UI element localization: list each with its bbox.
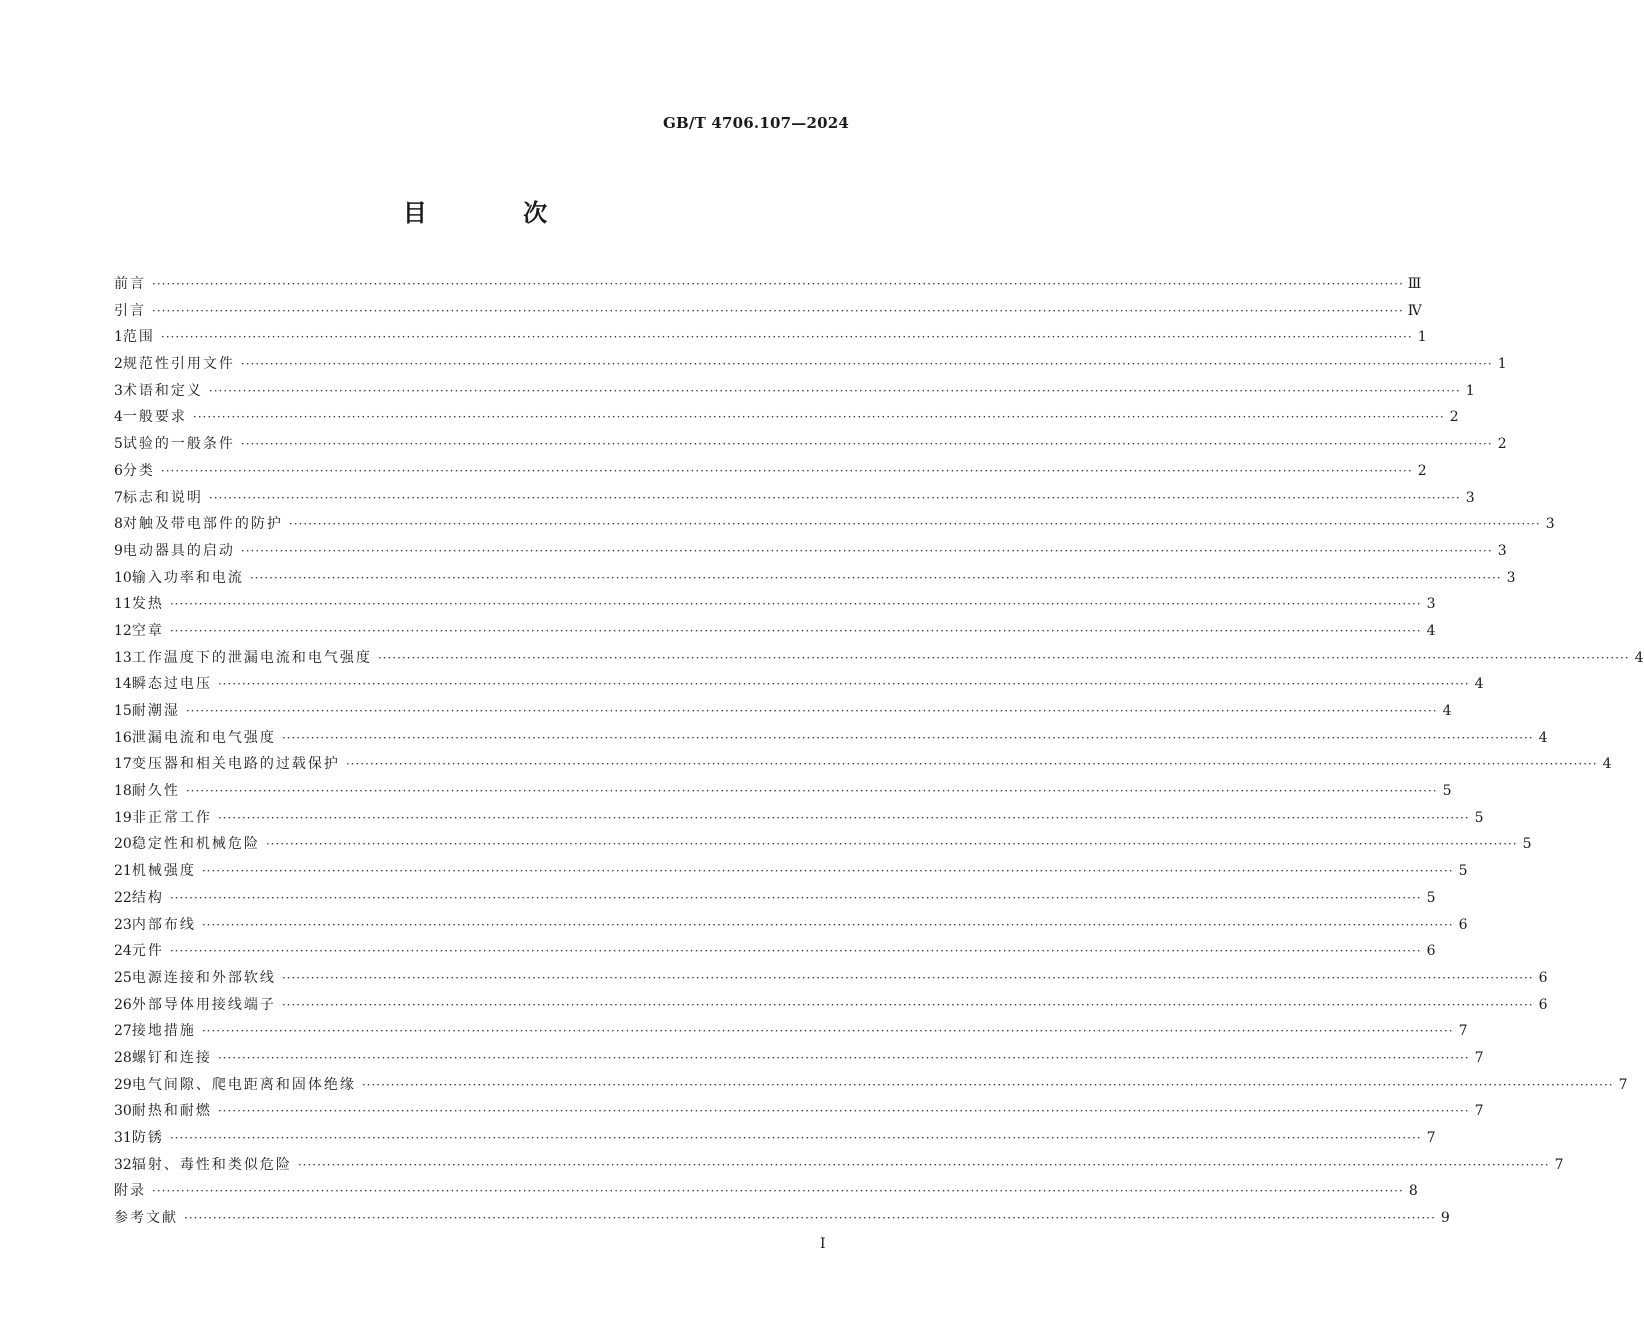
toc-entry-number: 27: [114, 1023, 132, 1040]
toc-entry-number: 32: [114, 1156, 132, 1173]
toc-entry-page: 3: [1545, 516, 1555, 533]
toc-entry-page: 6: [1538, 969, 1548, 986]
toc-entry[interactable]: [114, 1098, 1484, 1125]
toc-entry-label: 防锈: [131, 1130, 164, 1146]
toc-entry-page: 4: [1474, 676, 1484, 693]
toc-entry[interactable]: [114, 831, 1532, 858]
toc-entry-page: 3: [1506, 569, 1516, 586]
toc-entry-label: 耐久性: [131, 783, 180, 800]
footer-page-number: I: [820, 1236, 826, 1252]
dot-leader: ····································································································································································································································································: [217, 677, 1470, 692]
toc-entry-label: 耐热和耐燃: [131, 1103, 212, 1120]
dot-leader: ····································································································································································································································································: [152, 303, 1404, 318]
toc-entry-label: 前言: [114, 276, 146, 292]
toc-entry[interactable]: [114, 671, 1484, 698]
table-of-contents: [114, 271, 1644, 1232]
toc-entry-number: 14: [114, 676, 132, 693]
toc-entry[interactable]: [114, 885, 1436, 912]
toc-entry[interactable]: [114, 645, 1644, 672]
dot-leader: ····································································································································································································································································: [281, 970, 1534, 985]
dot-leader: ····································································································································································································································································: [345, 757, 1598, 772]
dot-leader: ····································································································································································································································································: [217, 1050, 1470, 1065]
dot-leader: ····································································································································································································································································: [184, 1211, 1436, 1226]
toc-entry-page: 6: [1426, 943, 1436, 960]
toc-entry-number: 12: [114, 622, 132, 639]
toc-entry-number: 6: [114, 462, 123, 479]
toc-entry[interactable]: [114, 1018, 1468, 1045]
toc-entry[interactable]: [114, 778, 1452, 805]
toc-entry-label: 规范性引用文件: [122, 356, 235, 373]
toc-entry-number: 1: [114, 329, 123, 346]
toc-entry-number: 17: [114, 756, 132, 773]
dot-leader: ····································································································································································································································································: [185, 784, 1438, 799]
toc-entry[interactable]: [114, 1125, 1436, 1152]
dot-leader: ····································································································································································································································································: [297, 1157, 1550, 1172]
toc-entry-number: 13: [114, 649, 132, 666]
dot-leader: ····································································································································································································································································: [265, 837, 1518, 852]
toc-entry-number: 11: [114, 596, 132, 613]
toc-entry[interactable]: [114, 511, 1555, 538]
dot-leader: ····································································································································································································································································: [160, 330, 1413, 345]
toc-entry[interactable]: [114, 1152, 1564, 1179]
toc-entry-page: 1: [1497, 356, 1507, 373]
toc-entry[interactable]: [114, 965, 1548, 992]
dot-leader: ····································································································································································································································································: [169, 944, 1422, 959]
toc-entry-page: Ⅲ: [1407, 276, 1422, 292]
toc-entry-label: 泄漏电流和电气强度: [131, 729, 276, 746]
toc-entry-number: 15: [114, 703, 132, 719]
toc-entry-label: 附录: [114, 1183, 146, 1200]
dot-leader: ····································································································································································································································································: [208, 490, 1461, 505]
toc-entry-number: 16: [114, 729, 132, 746]
toc-entry-label: 分类: [122, 462, 155, 479]
toc-entry-page: 5: [1442, 783, 1452, 800]
dot-leader: ····································································································································································································································································: [240, 543, 1493, 558]
toc-entry-page: 4: [1602, 756, 1612, 773]
toc-entry-number: 18: [114, 783, 132, 800]
toc-entry-label: 辐射、毒性和类似危险: [131, 1156, 292, 1173]
toc-entry-page: 3: [1465, 489, 1475, 506]
dot-leader: ····································································································································································································································································: [160, 463, 1413, 478]
dot-leader: ····································································································································································································································································: [152, 1184, 1404, 1199]
toc-entry-label: 变压器和相关电路的过载保护: [131, 756, 340, 773]
toc-entry[interactable]: [114, 992, 1548, 1019]
toc-entry[interactable]: [114, 1205, 1450, 1232]
toc-entry[interactable]: [114, 404, 1459, 431]
toc-entry-number: 9: [114, 542, 123, 559]
toc-entry-number: 28: [114, 1049, 132, 1066]
dot-leader: ····································································································································································································································································: [281, 997, 1534, 1012]
toc-entry[interactable]: [114, 324, 1427, 351]
toc-entry-label: 空章: [131, 622, 164, 639]
toc-entry[interactable]: [114, 938, 1436, 965]
toc-entry-page: 3: [1426, 596, 1436, 613]
dot-leader: ····································································································································································································································································: [281, 730, 1534, 745]
toc-entry-page: 8: [1408, 1183, 1418, 1200]
toc-entry-page: 7: [1474, 1049, 1484, 1066]
toc-entry-page: 2: [1449, 409, 1459, 426]
toc-entry-label: 工作温度下的泄漏电流和电气强度: [131, 649, 372, 666]
dot-leader: ····································································································································································································································································: [152, 277, 1404, 291]
toc-entry-label: 发热: [131, 596, 164, 613]
toc-entry-label: 内部布线: [131, 916, 196, 933]
toc-entry[interactable]: [114, 565, 1516, 592]
toc-entry-label: 外部导体用接线端子: [131, 996, 276, 1013]
toc-entry-page: 6: [1458, 916, 1468, 933]
toc-entry[interactable]: [114, 1045, 1484, 1072]
toc-entry[interactable]: [114, 351, 1507, 378]
toc-entry-page: 4: [1426, 622, 1436, 639]
toc-entry-label: 元件: [131, 943, 164, 960]
toc-entry-page: 5: [1426, 889, 1436, 906]
dot-leader: ····································································································································································································································································: [169, 623, 1422, 638]
toc-entry-number: 2: [114, 356, 123, 373]
dot-leader: ····································································································································································································································································: [240, 437, 1493, 452]
toc-entry-number: 4: [114, 409, 123, 426]
toc-entry[interactable]: [114, 458, 1427, 485]
toc-entry-page: 5: [1522, 836, 1532, 853]
toc-entry-number: 30: [114, 1103, 132, 1120]
toc-entry-label: 结构: [131, 889, 164, 906]
dot-leader: ····································································································································································································································································: [201, 864, 1454, 879]
toc-entry-number: 20: [114, 836, 132, 853]
toc-entry-page: 7: [1458, 1023, 1468, 1040]
toc-entry[interactable]: [114, 858, 1468, 885]
toc-entry-page: 7: [1474, 1103, 1484, 1120]
toc-entry-label: 一般要求: [122, 409, 187, 426]
toc-entry[interactable]: [114, 751, 1612, 778]
toc-entry-label: 瞬态过电压: [131, 676, 212, 693]
toc-entry[interactable]: [114, 378, 1475, 405]
toc-entry[interactable]: [114, 1178, 1418, 1205]
toc-entry-page: 4: [1538, 729, 1548, 746]
toc-entry-number: 31: [114, 1130, 132, 1146]
toc-entry-label: 电源连接和外部软线: [131, 969, 276, 986]
dot-leader: ····································································································································································································································································: [208, 383, 1461, 398]
toc-entry-number: 29: [114, 1076, 132, 1093]
toc-entry-number: 8: [114, 516, 123, 533]
dot-leader: ····································································································································································································································································: [192, 410, 1445, 425]
toc-entry-label: 对触及带电部件的防护: [122, 516, 283, 533]
dot-leader: ····································································································································································································································································: [249, 570, 1502, 585]
toc-entry-number: 21: [114, 863, 132, 880]
toc-entry-number: 24: [114, 943, 132, 960]
toc-entry-number: 10: [114, 569, 132, 586]
toc-entry-number: 25: [114, 969, 132, 986]
toc-entry-number: 3: [114, 382, 123, 399]
toc-entry-label: 引言: [114, 302, 146, 319]
toc-entry-label: 接地措施: [131, 1023, 196, 1040]
dot-leader: ····································································································································································································································································: [169, 597, 1422, 612]
toc-entry-label: 参考文献: [114, 1210, 178, 1227]
toc-entry[interactable]: [114, 618, 1436, 645]
toc-entry[interactable]: [114, 912, 1468, 939]
dot-leader: ····································································································································································································································································: [217, 1104, 1470, 1119]
toc-entry-label: 非正常工作: [131, 809, 212, 826]
dot-leader: ····································································································································································································································································: [240, 357, 1493, 372]
toc-entry-page: 4: [1442, 703, 1452, 719]
dot-leader: ····································································································································································································································································: [377, 650, 1630, 665]
toc-entry-page: Ⅳ: [1407, 302, 1422, 319]
dot-leader: ····································································································································································································································································: [288, 517, 1541, 532]
toc-entry-label: 输入功率和电流: [131, 569, 244, 586]
toc-entry[interactable]: [114, 725, 1548, 752]
toc-entry[interactable]: [114, 485, 1475, 512]
toc-entry-page: 7: [1426, 1130, 1436, 1146]
toc-entry-number: 19: [114, 809, 132, 826]
toc-entry-page: 7: [1554, 1156, 1564, 1173]
toc-entry-number: 5: [114, 436, 123, 453]
toc-entry-number: 22: [114, 889, 132, 906]
toc-entry-label: 电动器具的启动: [122, 542, 235, 559]
toc-entry-label: 范围: [122, 329, 155, 346]
toc-entry-page: 2: [1417, 462, 1427, 479]
dot-leader: ····································································································································································································································································: [361, 1077, 1614, 1092]
page-title: 目 次: [402, 198, 592, 227]
dot-leader: ····································································································································································································································································: [217, 810, 1470, 825]
toc-entry-label: 耐潮湿: [131, 703, 180, 719]
document-code: GB/T 4706.107—2024: [663, 114, 849, 132]
toc-entry[interactable]: [114, 805, 1484, 832]
toc-entry-number: 26: [114, 996, 132, 1013]
toc-entry-label: 螺钉和连接: [131, 1049, 212, 1066]
toc-entry-label: 电气间隙、爬电距离和固体绝缘: [131, 1076, 356, 1093]
toc-entry-label: 术语和定义: [122, 382, 203, 399]
toc-entry-page: 1: [1465, 382, 1475, 399]
toc-entry[interactable]: [114, 431, 1507, 458]
toc-entry-page: 2: [1497, 436, 1507, 453]
toc-entry-label: 标志和说明: [122, 489, 203, 506]
toc-entry-page: 1: [1417, 329, 1427, 346]
toc-entry-number: 7: [114, 489, 123, 506]
toc-entry-page: 3: [1497, 542, 1507, 559]
toc-entry-label: 试验的一般条件: [122, 436, 235, 453]
dot-leader: ····································································································································································································································································: [169, 890, 1422, 905]
toc-entry[interactable]: [114, 538, 1507, 565]
dot-leader: ····································································································································································································································································: [169, 1131, 1422, 1145]
toc-entry-label: 稳定性和机械危险: [131, 836, 260, 853]
dot-leader: ····································································································································································································································································: [185, 704, 1438, 718]
toc-entry-number: 23: [114, 916, 132, 933]
toc-entry-label: 机械强度: [131, 863, 196, 880]
toc-entry[interactable]: [114, 591, 1436, 618]
toc-entry[interactable]: [114, 271, 1422, 298]
toc-entry-page: 5: [1474, 809, 1484, 826]
toc-entry-page: 5: [1458, 863, 1468, 880]
toc-entry-page: 9: [1440, 1210, 1450, 1227]
toc-entry-page: 7: [1618, 1076, 1628, 1093]
toc-entry-page: 4: [1634, 649, 1644, 666]
toc-entry-page: 6: [1538, 996, 1548, 1013]
toc-entry[interactable]: [114, 298, 1422, 325]
toc-entry[interactable]: [114, 698, 1452, 725]
dot-leader: ····································································································································································································································································: [201, 917, 1454, 932]
dot-leader: ····································································································································································································································································: [201, 1024, 1454, 1039]
toc-entry[interactable]: [114, 1072, 1628, 1099]
